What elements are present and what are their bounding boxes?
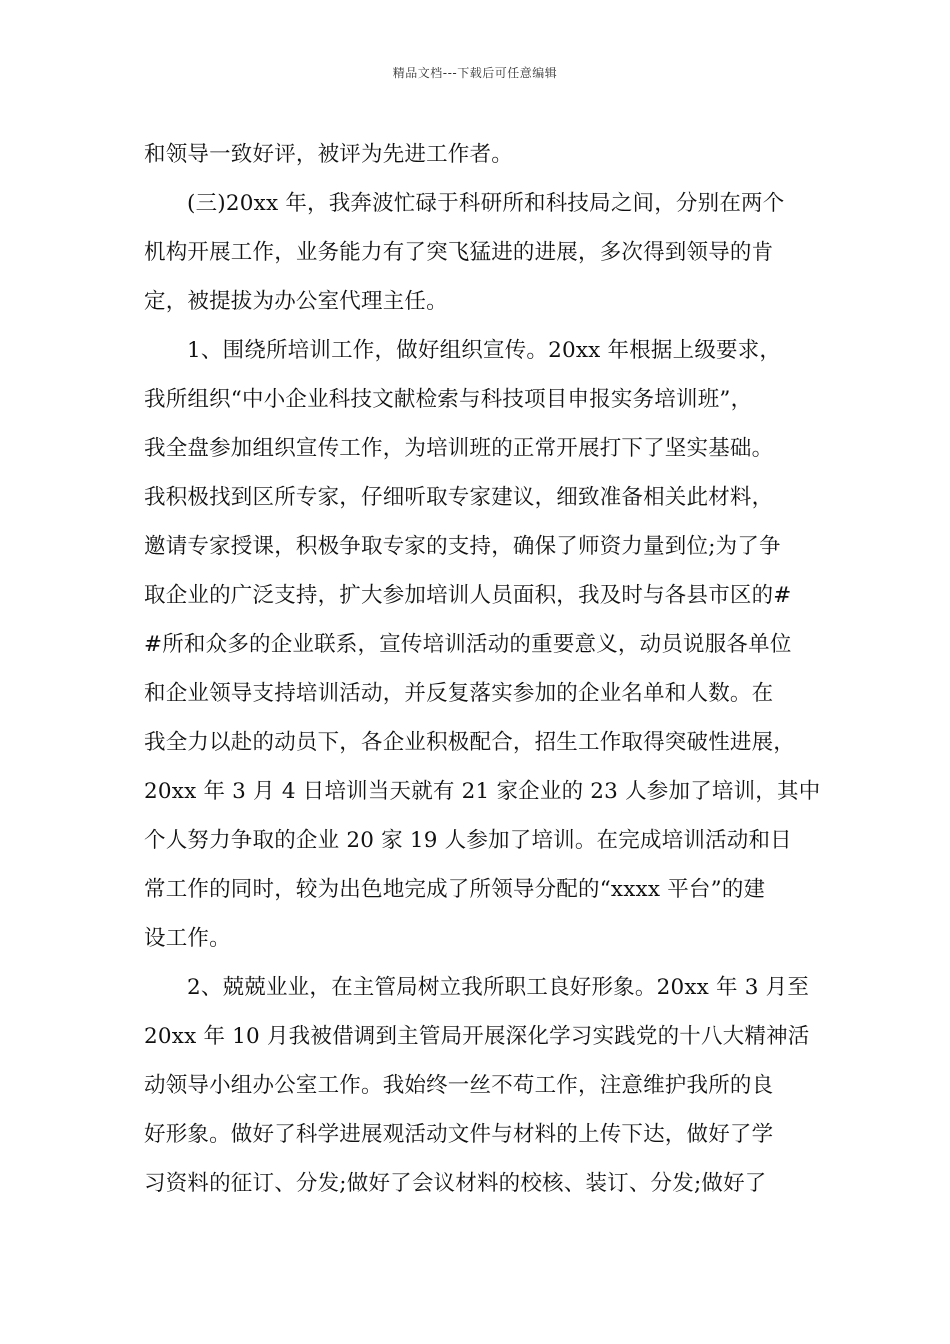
page-header: 精品文档---下载后可任意编辑 [392,66,558,80]
text-line: 设工作。 [144,926,231,951]
text-line: 和领导一致好评，被评为先进工作者。 [144,142,513,167]
text-line: 个人努力争取的企业 20 家 19 人参加了培训。在完成培训活动和日 [144,828,792,853]
text-line: 机构开展工作，业务能力有了突飞猛进的进展，多次得到领导的肯 [144,240,774,265]
text-line: 1、围绕所培训工作，做好组织宣传。20xx 年根据上级要求， [187,338,782,363]
text-line: 定，被提拔为办公室代理主任。 [144,289,448,314]
text-line: 动领导小组办公室工作。我始终一丝不苟工作，注意维护我所的良 [144,1073,774,1098]
text-line: 我积极找到区所专家，仔细听取专家建议，细致准备相关此材料， [144,485,774,510]
text-line: 20xx 年 3 月 4 日培训当天就有 21 家企业的 23 人参加了培训，其中 [144,779,821,804]
document-body [144,130,821,1208]
text-line: 我所组织“中小企业科技文献检索与科技项目申报实务培训班”， [144,387,753,412]
text-line: (三)20xx 年，我奔波忙碌于科研所和科技局之间，分别在两个 [187,191,785,216]
text-line: 好形象。做好了科学进展观活动文件与材料的上传下达，做好了学 [144,1122,774,1147]
text-line: #所和众多的企业联系，宣传培训活动的重要意义，动员说服各单位 [144,632,792,657]
text-line: 习资料的征订、分发;做好了会议材料的校核、装订、分发;做好了 [144,1171,767,1196]
text-line: 常工作的同时，较为出色地完成了所领导分配的“xxxx 平台”的建 [144,877,766,902]
text-line: 20xx 年 10 月我被借调到主管局开展深化学习实践党的十八大精神活 [144,1024,810,1049]
text-line: 我全盘参加组织宣传工作，为培训班的正常开展打下了坚实基础。 [144,436,774,461]
text-line: 和企业领导支持培训活动，并反复落实参加的企业名单和人数。在 [144,681,774,706]
text-line: 邀请专家授课，积极争取专家的支持，确保了师资力量到位;为了争 [144,534,781,559]
text-line: 取企业的广泛支持，扩大参加培训人员面积，我及时与各县市区的# [144,583,792,608]
text-line: 我全力以赴的动员下，各企业积极配合，招生工作取得突破性进展， [144,730,796,755]
text-line: 2、兢兢业业，在主管局树立我所职工良好形象。20xx 年 3 月至 [187,975,810,1000]
